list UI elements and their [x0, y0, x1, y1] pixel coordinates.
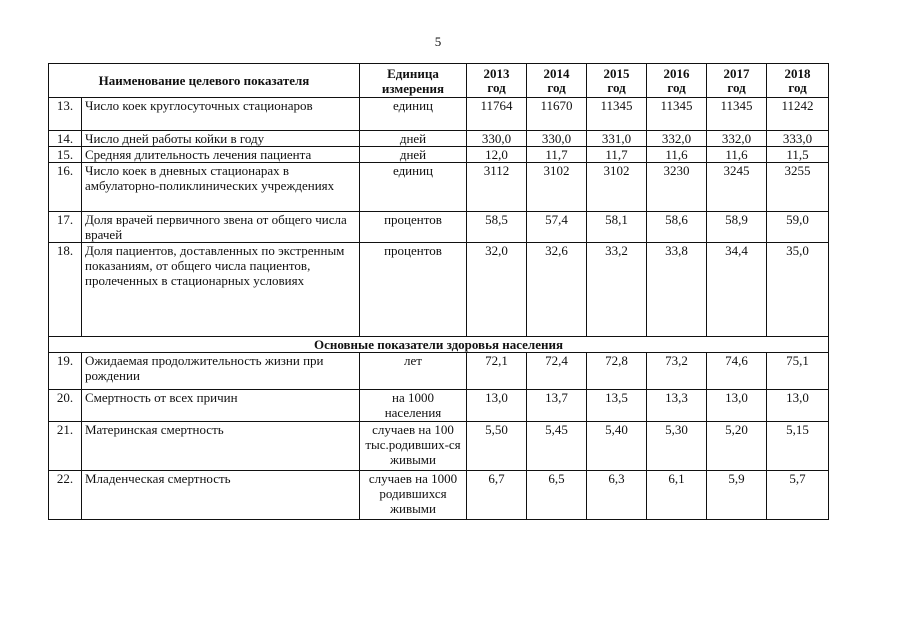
row-number: 17. — [49, 212, 82, 243]
value-cell: 72,4 — [527, 353, 587, 390]
header-year — [587, 64, 647, 98]
value-cell: 13,3 — [647, 390, 707, 422]
table-row — [49, 353, 829, 390]
value-cell: 5,20 — [707, 422, 767, 471]
indicator-name: Число коек круглосуточных стационаров — [82, 98, 360, 131]
table-row — [49, 163, 829, 212]
value-cell: 330,0 — [527, 131, 587, 147]
value-cell: 5,50 — [467, 422, 527, 471]
value-cell: 11242 — [767, 98, 829, 131]
header-year-value: 2016 — [663, 65, 690, 81]
value-cell: 58,6 — [647, 212, 707, 243]
table-row — [49, 390, 829, 422]
unit-cell: процентов — [360, 243, 467, 337]
header-unit-line2: измерения — [381, 80, 445, 96]
table-row — [49, 212, 829, 243]
row-number: 20. — [49, 390, 82, 422]
value-cell: 13,0 — [467, 390, 527, 422]
indicators-table — [48, 63, 829, 520]
header-name: Наименование целевого показателя — [49, 64, 360, 98]
value-cell: 72,1 — [467, 353, 527, 390]
indicator-name: Доля врачей первичного звена от общего числа врачей — [82, 212, 360, 243]
unit-cell: случаев на 1000 родившихся живыми — [360, 471, 467, 520]
header-unit-line1: Единица — [387, 65, 439, 81]
table-row — [49, 131, 829, 147]
header-year-label: год — [788, 79, 807, 95]
value-cell: 72,8 — [587, 353, 647, 390]
table-row — [49, 422, 829, 471]
value-cell: 6,5 — [527, 471, 587, 520]
value-cell: 3245 — [707, 163, 767, 212]
table-body-performance — [49, 98, 829, 337]
indicator-name: Число коек в дневных стационарах в амбулаторно-поликлинических учреждениях — [82, 163, 360, 212]
indicator-name: Смертность от всех причин — [82, 390, 360, 422]
unit-cell: лет — [360, 353, 467, 390]
unit-cell: единиц — [360, 163, 467, 212]
value-cell: 6,7 — [467, 471, 527, 520]
table-body-health — [49, 353, 829, 520]
header-year-value: 2013 — [483, 65, 510, 81]
value-cell: 11,6 — [647, 147, 707, 163]
value-cell: 11345 — [647, 98, 707, 131]
value-cell: 5,9 — [707, 471, 767, 520]
header-year-value: 2018 — [784, 65, 811, 81]
header-year-value: 2017 — [723, 65, 750, 81]
value-cell: 11,6 — [707, 147, 767, 163]
value-cell: 13,7 — [527, 390, 587, 422]
indicator-name: Младенческая смертность — [82, 471, 360, 520]
indicator-name: Средняя длительность лечения пациента — [82, 147, 360, 163]
table-row — [49, 98, 829, 131]
unit-cell: случаев на 100 тыс.родивших-ся живыми — [360, 422, 467, 471]
value-cell: 11,7 — [527, 147, 587, 163]
header-unit — [360, 64, 467, 98]
value-cell: 75,1 — [767, 353, 829, 390]
value-cell: 35,0 — [767, 243, 829, 337]
row-number: 22. — [49, 471, 82, 520]
indicator-name: Материнская смертность — [82, 422, 360, 471]
row-number: 15. — [49, 147, 82, 163]
value-cell: 11670 — [527, 98, 587, 131]
value-cell: 5,30 — [647, 422, 707, 471]
row-number: 21. — [49, 422, 82, 471]
value-cell: 3112 — [467, 163, 527, 212]
table-row — [49, 471, 829, 520]
indicator-name: Доля пациентов, доставленных по экстренным показаниям, от общего числа пациентов, пролеченных в стационарных условиях — [82, 243, 360, 337]
value-cell: 57,4 — [527, 212, 587, 243]
section-row — [49, 337, 829, 353]
value-cell: 5,7 — [767, 471, 829, 520]
value-cell: 13,0 — [767, 390, 829, 422]
header-year-label: год — [487, 79, 506, 95]
table-row — [49, 243, 829, 337]
header-year — [647, 64, 707, 98]
value-cell: 3255 — [767, 163, 829, 212]
value-cell: 6,3 — [587, 471, 647, 520]
value-cell: 12,0 — [467, 147, 527, 163]
value-cell: 11,7 — [587, 147, 647, 163]
value-cell: 333,0 — [767, 131, 829, 147]
value-cell: 59,0 — [767, 212, 829, 243]
header-year — [527, 64, 587, 98]
page-number: 5 — [434, 34, 442, 49]
row-number: 19. — [49, 353, 82, 390]
value-cell: 34,4 — [707, 243, 767, 337]
value-cell: 3102 — [587, 163, 647, 212]
value-cell: 32,6 — [527, 243, 587, 337]
value-cell: 5,15 — [767, 422, 829, 471]
value-cell: 33,8 — [647, 243, 707, 337]
value-cell: 58,5 — [467, 212, 527, 243]
table-row — [49, 147, 829, 163]
value-cell: 13,5 — [587, 390, 647, 422]
unit-cell: процентов — [360, 212, 467, 243]
row-number: 18. — [49, 243, 82, 337]
unit-cell: дней — [360, 147, 467, 163]
header-year-value: 2015 — [603, 65, 630, 81]
value-cell: 33,2 — [587, 243, 647, 337]
value-cell: 331,0 — [587, 131, 647, 147]
value-cell: 58,1 — [587, 212, 647, 243]
value-cell: 3102 — [527, 163, 587, 212]
value-cell: 58,9 — [707, 212, 767, 243]
value-cell: 6,1 — [647, 471, 707, 520]
value-cell: 11,5 — [767, 147, 829, 163]
unit-cell: единиц — [360, 98, 467, 131]
header-year-label: год — [667, 79, 686, 95]
row-number: 16. — [49, 163, 82, 212]
unit-cell: на 1000 населения — [360, 390, 467, 422]
value-cell: 332,0 — [707, 131, 767, 147]
unit-cell: дней — [360, 131, 467, 147]
value-cell: 32,0 — [467, 243, 527, 337]
value-cell: 74,6 — [707, 353, 767, 390]
value-cell: 5,45 — [527, 422, 587, 471]
value-cell: 73,2 — [647, 353, 707, 390]
indicator-name: Число дней работы койки в году — [82, 131, 360, 147]
header-row — [49, 64, 829, 98]
indicator-name: Ожидаемая продолжительность жизни при рождении — [82, 353, 360, 390]
value-cell: 5,40 — [587, 422, 647, 471]
header-year — [707, 64, 767, 98]
section-title: Основные показатели здоровья населения — [49, 337, 829, 353]
header-year — [467, 64, 527, 98]
header-year-value: 2014 — [543, 65, 570, 81]
header-year-label: год — [547, 79, 566, 95]
value-cell: 13,0 — [707, 390, 767, 422]
row-number: 14. — [49, 131, 82, 147]
value-cell: 330,0 — [467, 131, 527, 147]
row-number: 13. — [49, 98, 82, 131]
value-cell: 11764 — [467, 98, 527, 131]
table-section — [49, 337, 829, 353]
value-cell: 3230 — [647, 163, 707, 212]
header-year-label: год — [607, 79, 626, 95]
header-year-label: год — [727, 79, 746, 95]
value-cell: 11345 — [587, 98, 647, 131]
value-cell: 11345 — [707, 98, 767, 131]
header-year — [767, 64, 829, 98]
value-cell: 332,0 — [647, 131, 707, 147]
